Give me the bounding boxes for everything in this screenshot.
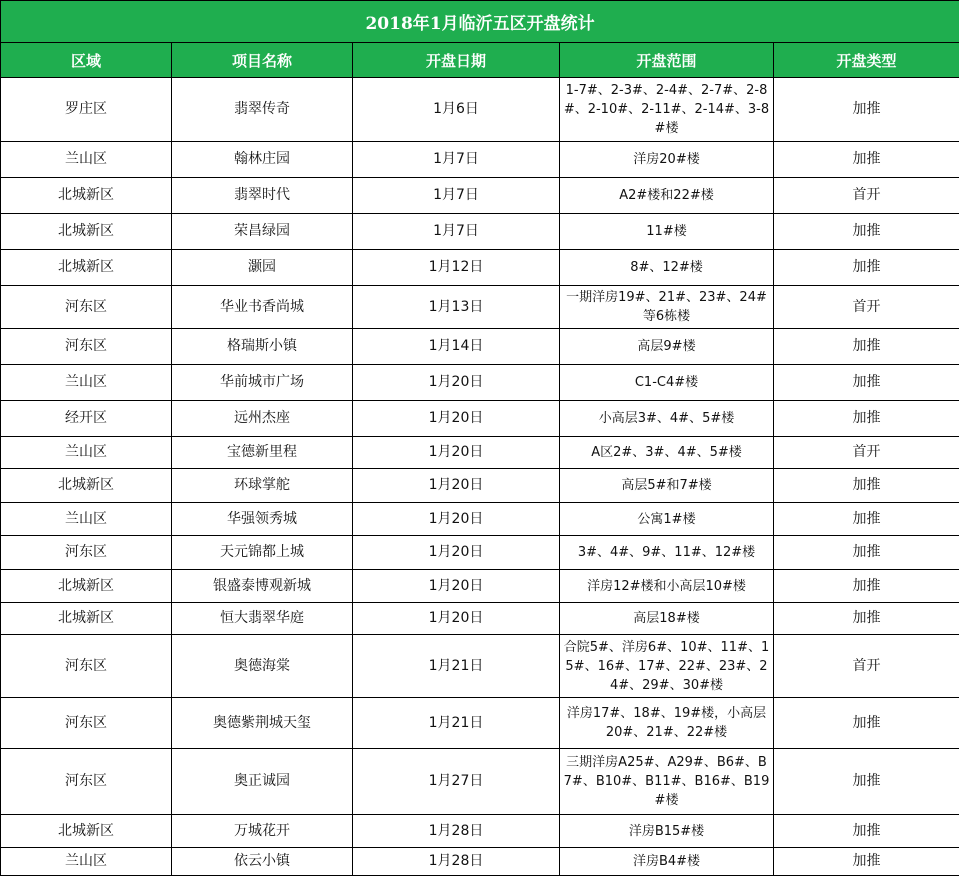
project-cell: 环球掌舵	[172, 469, 353, 503]
type-cell: 首开	[774, 635, 959, 698]
column-header-district: 区域	[1, 43, 172, 78]
project-cell: 翡翠传奇	[172, 78, 353, 142]
table-row	[1, 603, 959, 635]
range-cell: 8#、12#楼	[560, 250, 774, 286]
date-cell: 1月21日	[353, 635, 560, 698]
project-cell: 翡翠时代	[172, 178, 353, 214]
column-header-range: 开盘范围	[560, 43, 774, 78]
district-cell: 经开区	[1, 401, 172, 437]
project-cell: 翰林庄园	[172, 142, 353, 178]
date-cell: 1月20日	[353, 503, 560, 536]
range-cell: 1-7#、2-3#、2-4#、2-7#、2-8#、2-10#、2-11#、2-14#、3-8#楼	[560, 78, 774, 142]
table-body	[1, 78, 959, 876]
district-cell: 河东区	[1, 749, 172, 815]
range-cell: 小高层3#、4#、5#楼	[560, 401, 774, 437]
date-cell: 1月12日	[353, 250, 560, 286]
table-row	[1, 178, 959, 214]
project-cell: 恒大翡翠华庭	[172, 603, 353, 635]
table-row	[1, 78, 959, 142]
type-cell: 加推	[774, 142, 959, 178]
date-cell: 1月20日	[353, 603, 560, 635]
table-row	[1, 635, 959, 698]
type-cell: 加推	[774, 503, 959, 536]
type-cell: 首开	[774, 286, 959, 329]
district-cell: 河东区	[1, 536, 172, 570]
range-cell: 洋房B15#楼	[560, 815, 774, 848]
project-cell: 奥正诚园	[172, 749, 353, 815]
table-row	[1, 536, 959, 570]
type-cell: 加推	[774, 365, 959, 401]
date-cell: 1月7日	[353, 178, 560, 214]
district-cell: 兰山区	[1, 365, 172, 401]
project-cell: 荣昌绿园	[172, 214, 353, 250]
range-cell: C1-C4#楼	[560, 365, 774, 401]
type-cell: 加推	[774, 815, 959, 848]
range-cell: 洋房B4#楼	[560, 848, 774, 876]
table-row	[1, 401, 959, 437]
range-cell: 3#、4#、9#、11#、12#楼	[560, 536, 774, 570]
column-header-type: 开盘类型	[774, 43, 959, 78]
project-cell: 天元锦都上城	[172, 536, 353, 570]
project-cell: 远州杰座	[172, 401, 353, 437]
range-cell: 高层9#楼	[560, 329, 774, 365]
district-cell: 兰山区	[1, 848, 172, 876]
project-cell: 华前城市广场	[172, 365, 353, 401]
district-cell: 河东区	[1, 329, 172, 365]
district-cell: 河东区	[1, 698, 172, 749]
type-cell: 加推	[774, 78, 959, 142]
range-cell: 高层5#和7#楼	[560, 469, 774, 503]
district-cell: 北城新区	[1, 178, 172, 214]
type-cell: 加推	[774, 536, 959, 570]
range-cell: 高层18#楼	[560, 603, 774, 635]
range-cell: 11#楼	[560, 214, 774, 250]
project-cell: 银盛泰博观新城	[172, 570, 353, 603]
project-cell: 万城花开	[172, 815, 353, 848]
table-row	[1, 214, 959, 250]
date-cell: 1月27日	[353, 749, 560, 815]
type-cell: 加推	[774, 214, 959, 250]
type-cell: 加推	[774, 570, 959, 603]
district-cell: 罗庄区	[1, 78, 172, 142]
date-cell: 1月20日	[353, 365, 560, 401]
range-cell: A区2#、3#、4#、5#楼	[560, 437, 774, 469]
title-row	[1, 1, 959, 43]
date-cell: 1月7日	[353, 214, 560, 250]
date-cell: 1月20日	[353, 401, 560, 437]
table-row	[1, 142, 959, 178]
header-row	[1, 43, 959, 78]
district-cell: 兰山区	[1, 142, 172, 178]
range-cell: 一期洋房19#、21#、23#、24#等6栋楼	[560, 286, 774, 329]
table-row	[1, 503, 959, 536]
table-row	[1, 848, 959, 876]
table-row	[1, 815, 959, 848]
district-cell: 兰山区	[1, 503, 172, 536]
table-row	[1, 250, 959, 286]
project-cell: 格瑞斯小镇	[172, 329, 353, 365]
table-row	[1, 365, 959, 401]
date-cell: 1月20日	[353, 469, 560, 503]
date-cell: 1月28日	[353, 848, 560, 876]
date-cell: 1月20日	[353, 536, 560, 570]
type-cell: 加推	[774, 848, 959, 876]
range-cell: 洋房20#楼	[560, 142, 774, 178]
range-cell: A2#楼和22#楼	[560, 178, 774, 214]
type-cell: 加推	[774, 401, 959, 437]
date-cell: 1月20日	[353, 570, 560, 603]
project-cell: 奥德海棠	[172, 635, 353, 698]
type-cell: 加推	[774, 698, 959, 749]
project-cell: 华强领秀城	[172, 503, 353, 536]
type-cell: 加推	[774, 749, 959, 815]
date-cell: 1月14日	[353, 329, 560, 365]
range-cell: 合院5#、洋房6#、10#、11#、15#、16#、17#、22#、23#、24#、29#、30#楼	[560, 635, 774, 698]
district-cell: 兰山区	[1, 437, 172, 469]
column-header-project: 项目名称	[172, 43, 353, 78]
range-cell: 洋房17#、18#、19#楼，小高层20#、21#、22#楼	[560, 698, 774, 749]
district-cell: 河东区	[1, 635, 172, 698]
table-row	[1, 698, 959, 749]
date-cell: 1月21日	[353, 698, 560, 749]
district-cell: 北城新区	[1, 603, 172, 635]
range-cell: 洋房12#楼和小高层10#楼	[560, 570, 774, 603]
project-cell: 华业书香尚城	[172, 286, 353, 329]
project-cell: 依云小镇	[172, 848, 353, 876]
district-cell: 北城新区	[1, 815, 172, 848]
project-cell: 灏园	[172, 250, 353, 286]
type-cell: 加推	[774, 250, 959, 286]
district-cell: 北城新区	[1, 250, 172, 286]
district-cell: 北城新区	[1, 214, 172, 250]
date-cell: 1月20日	[353, 437, 560, 469]
district-cell: 北城新区	[1, 570, 172, 603]
date-cell: 1月7日	[353, 142, 560, 178]
date-cell: 1月6日	[353, 78, 560, 142]
range-cell: 三期洋房A25#、A29#、B6#、B7#、B10#、B11#、B16#、B19#楼	[560, 749, 774, 815]
table-title: 2018年1月临沂五区开盘统计	[1, 1, 959, 43]
table-row	[1, 570, 959, 603]
table-row	[1, 329, 959, 365]
range-cell: 公寓1#楼	[560, 503, 774, 536]
table-row	[1, 437, 959, 469]
district-cell: 河东区	[1, 286, 172, 329]
column-header-date: 开盘日期	[353, 43, 560, 78]
type-cell: 加推	[774, 329, 959, 365]
type-cell: 加推	[774, 603, 959, 635]
district-cell: 北城新区	[1, 469, 172, 503]
type-cell: 加推	[774, 469, 959, 503]
table-row	[1, 286, 959, 329]
date-cell: 1月28日	[353, 815, 560, 848]
date-cell: 1月13日	[353, 286, 560, 329]
type-cell: 首开	[774, 178, 959, 214]
type-cell: 首开	[774, 437, 959, 469]
table-row	[1, 749, 959, 815]
project-cell: 宝德新里程	[172, 437, 353, 469]
table-row	[1, 469, 959, 503]
project-cell: 奥德紫荆城天玺	[172, 698, 353, 749]
